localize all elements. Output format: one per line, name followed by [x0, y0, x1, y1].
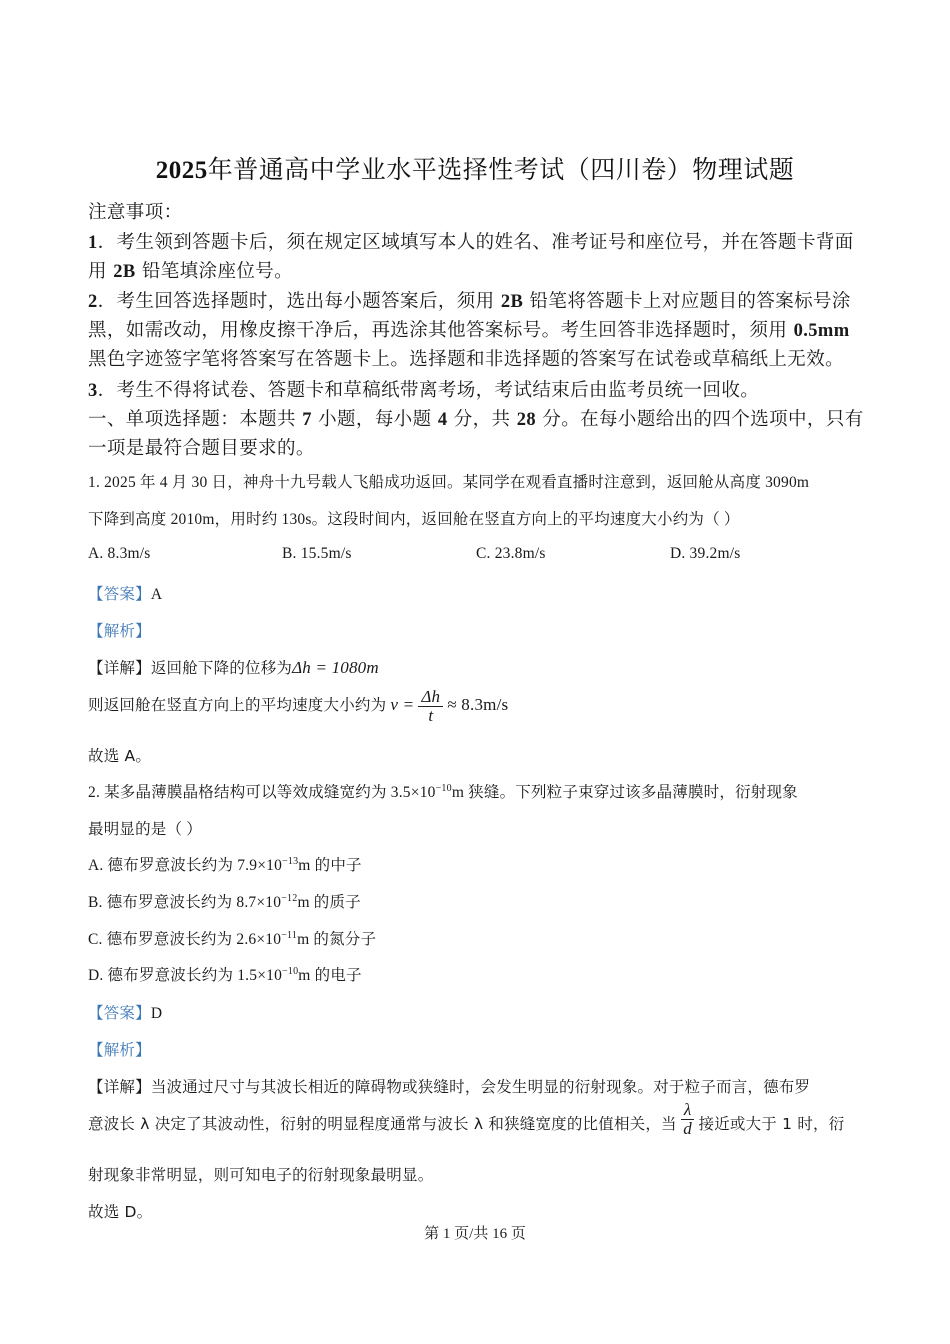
notice-1-line2: 用 2B 铅笔填涂座位号。	[88, 261, 294, 282]
q2-option-d: D. 德布罗意波长约为 $1.5\times 10^{-10}m$ 的电子	[88, 966, 362, 984]
q1-analysis-label: 【解析】	[88, 622, 151, 640]
answer-value: D	[150, 1005, 163, 1022]
answer-value: A	[150, 586, 163, 603]
notice-heading: 注意事项：	[88, 202, 183, 223]
notice-3: 3．考生不得将试卷、答题卡和草稿纸带离考场，考试结束后由监考员统一回收。	[88, 380, 760, 401]
fraction-lambda-over-d: $\frac{\lambda}{d}$	[681, 1101, 695, 1138]
q2-answer	[88, 1001, 162, 1023]
q1-detail-line2: 则返回舱在竖直方向上的平均速度大小约为 v = $\frac{\Delta h}{t}$ ≈ 8.3m/s	[88, 687, 509, 725]
notice-1-line1: 1．考生领到答题卡后，须在规定区域填写本人的姓名、准考证号和座位号，并在答题卡背面	[88, 232, 854, 253]
section-header-line1: 一、单项选择题：本题共 7 小题，每小题 4 分，共 28 分。在每小题给出的四个选项中，只有	[88, 409, 864, 430]
q2-analysis-label: 【解析】	[88, 1041, 151, 1059]
q1-answer	[88, 582, 162, 604]
answer-label: 【答案】	[88, 585, 151, 603]
q2-conclusion: 故选 D。	[88, 1203, 153, 1221]
q2-option-c: C. 德布罗意波长约为 $2.6\times 10^{-11}m$ 的氮分子	[88, 930, 377, 948]
q2-detail-line1: 【详解】当波通过尺寸与其波长相近的障碍物或狭缝时，会发生明显的衍射现象。对于粒子而言，德布罗	[88, 1078, 811, 1096]
notice-2-line2: 黑，如需改动，用橡皮擦干净后，再选涂其他答案标号。考生回答非选择题时，须用 0.5mm	[88, 320, 850, 341]
notice-2-line3: 黑色字迹签字笔将答案写在答题卡上。选择题和非选择题的答案写在试卷或草稿纸上无效。	[88, 349, 845, 370]
page-title: 2025年普通高中学业水平选择性考试（四川卷）物理试题	[155, 155, 795, 184]
page-footer: 第 1 页/共 16 页	[424, 1226, 526, 1242]
section-header-line2: 一项是最符合题目要求的。	[88, 438, 315, 459]
notice-2-line1: 2．考生回答选择题时，选出每小题答案后，须用 2B 铅笔将答题卡上对应题目的答案标号涂	[88, 291, 851, 312]
q1-stem-line2: 下降到高度 2010m，用时约 130s。这段时间内，返回舱在竖直方向上的平均速度大小约为（ ）	[88, 511, 740, 528]
q1-option-b: B. 15.5m/s	[282, 545, 352, 562]
answer-label: 【答案】	[88, 1004, 151, 1022]
q2-option-a: A. 德布罗意波长约为 $7.9\times 10^{-13}m$ 的中子	[88, 856, 362, 874]
q1-conclusion: 故选 A。	[88, 747, 152, 765]
q2-detail-line2: 意波长 λ 决定了其波动性，衍射的明显程度通常与波长 λ 和狭缝宽度的比值相关，当 $\frac{\lambda}{d}$ 接近或大于 1 时，衍	[88, 1099, 845, 1138]
q1-detail-line1: 【详解】返回舱下降的位移为Δh = 1080m	[88, 658, 379, 677]
q1-stem-line1: 1. 2025 年 4 月 30 日，神舟十九号载人飞船成功返回。某同学在观看直播时注意到，返回舱从高度 3090m	[88, 474, 810, 491]
q1-option-a: A. 8.3m/s	[88, 545, 151, 562]
q2-detail-line3: 射现象非常明显，则可知电子的衍射现象最明显。	[88, 1166, 434, 1184]
q1-option-c: C. 23.8m/s	[476, 545, 546, 562]
q2-stem-line1: 2. 某多晶薄膜晶格结构可以等效成缝宽约为 $3.5\times 10^{-10}m$ 狭缝。下列粒子束穿过该多晶薄膜时，衍射现象	[88, 783, 798, 801]
q2-option-b: B. 德布罗意波长约为 $8.7\times 10^{-12}m$ 的质子	[88, 893, 361, 911]
q2-stem-line2: 最明显的是（ ）	[88, 821, 202, 838]
q1-option-d: D. 39.2m/s	[670, 545, 741, 562]
fraction-delta-h-over-t: $\frac{\Delta h}{t}$	[418, 688, 443, 725]
